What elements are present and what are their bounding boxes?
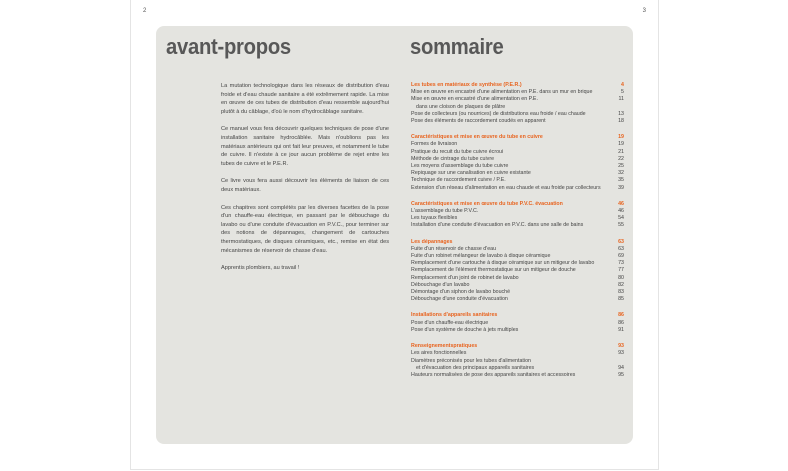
toc-entry-title: L'assemblage du tube P.V.C. — [411, 208, 479, 215]
toc-entry-page: 54 — [618, 215, 624, 222]
toc-entry[interactable] — [411, 156, 624, 163]
toc-entry-title: Démontage d'un siphon de lavabo bouché — [411, 289, 511, 296]
toc-section — [411, 201, 624, 230]
toc-entry[interactable] — [411, 267, 624, 274]
toc-section-title: Installations d'appareils sanitaires — [411, 312, 498, 319]
toc-entry-title: Hauteurs normalisées de pose des appareils sanitaires et accessoires — [411, 371, 576, 378]
toc-entry-title: Méthode de cintrage du tube cuivre — [411, 155, 495, 162]
toc-entry-page: 55 — [618, 222, 624, 229]
toc-section — [411, 82, 624, 125]
toc-section-page: 63 — [618, 238, 624, 245]
avant-propos-paragraph: Apprentis plombiers, au travail ! — [221, 265, 300, 272]
toc-entry[interactable] — [411, 141, 624, 148]
avant-propos-title: avant-propos — [166, 34, 291, 59]
toc-entry-title: Diamètres préconisés pour les tubes d'alimentation — [411, 357, 531, 364]
toc-section-heading[interactable] — [411, 343, 624, 350]
toc-section-heading[interactable] — [411, 239, 624, 246]
toc-entry-title: et d'évacuation des principaux appareils sanitaires — [416, 364, 535, 371]
toc-entry-title: Pose des éléments de raccordement coudés en apparent — [411, 118, 546, 125]
toc-entry-page: 5 — [621, 89, 624, 96]
toc-entry-page: 11 — [618, 96, 624, 103]
avant-propos-paragraph: Ces chapitres sont complétés par les diverses facettes de la pose d'un chauffe-eau électrique, en passant par le débouchage du lavabo ou d'une conduite d'évacuation en P.V.C., pour terminer sur des notions de dépannages, changement de cartouches thermostatiques, de disques céramiques, etc., remise en état des mécanismes de réservoir de chasse d'eau. — [221, 204, 389, 254]
toc-entry-title: Formes de livraison — [411, 141, 458, 148]
toc-entry[interactable] — [411, 118, 624, 125]
toc-section — [411, 343, 624, 379]
toc-entry-title: Pose d'un chauffe-eau électrique — [411, 319, 489, 326]
toc-entry[interactable] — [411, 296, 624, 303]
toc-section-title: Caractéristiques et mise en œuvre du tube en cuivre — [411, 134, 543, 141]
toc-entry-page: 22 — [618, 155, 624, 162]
sommaire-title: sommaire — [410, 34, 504, 59]
toc-entry-title: Technique de raccordement cuivre / P.E. — [411, 177, 506, 184]
avant-propos-paragraph: Ce livre vous fera aussi découvrir les éléments de liaison de ces deux matériaux. — [221, 178, 389, 193]
toc-section-heading[interactable] — [411, 134, 624, 141]
toc-entry-page: 80 — [618, 274, 624, 281]
toc-entry-page: 32 — [618, 170, 624, 177]
toc-entry[interactable] — [411, 253, 624, 260]
toc-section-page: 93 — [618, 343, 624, 350]
toc-entry[interactable] — [411, 246, 624, 253]
toc-entry-title: Fuite d'un robinet mélangeur de lavabo à disque céramique — [411, 253, 551, 260]
toc-entry-title: Mise en œuvre en encastré d'une alimentation en P.E. — [411, 96, 538, 103]
toc-entry[interactable] — [411, 215, 624, 222]
toc-section-title: Renseignementspratiques — [411, 343, 478, 350]
table-of-contents — [411, 82, 624, 388]
toc-entry-title: Pose d'un système de douche à jets multiples — [411, 326, 519, 333]
toc-entry-title: Installation d'une conduite d'évacuation en P.V.C. dans une salle de bains — [411, 222, 584, 229]
toc-entry-page: 39 — [618, 184, 624, 191]
toc-section-title: Caractéristiques et mise en œuvre du tube P.V.C. évacuation — [411, 200, 563, 207]
avant-propos-paragraph: Ce manuel vous fera découvrir quelques techniques de pose d'une installation sanitaire hydrocâblée. Mais n'oublions pas les matériaux antérieurs qui ont fait leur preuves, et notamment le tube de cuivre. Il n'existe à ce jour aucun problème de rejet entre les tubes de cuivre et le P.E.R. — [221, 126, 389, 167]
toc-section-heading[interactable] — [411, 312, 624, 319]
toc-entry[interactable] — [411, 260, 624, 267]
toc-section-page: 86 — [618, 312, 624, 319]
toc-entry-title: Mise en œuvre en encastré d'une alimentation en P.E. dans un mur en brique — [411, 89, 593, 96]
toc-entry-title: Les aires fonctionnelles — [411, 350, 467, 357]
toc-entry-title: Débouchage d'un lavabo — [411, 281, 470, 288]
toc-entry-page: 73 — [618, 260, 624, 267]
toc-entry-title: Extension d'un réseau d'alimentation en eau chaude et eau froide par collecteurs — [411, 184, 601, 191]
toc-entry-page: 91 — [618, 326, 624, 333]
toc-entry-title: Pratique du recuit du tube cuivre écroui — [411, 148, 504, 155]
toc-entry-page: 82 — [618, 281, 624, 288]
toc-entry[interactable] — [411, 365, 624, 372]
toc-entry[interactable] — [411, 170, 624, 177]
toc-entry-page: 94 — [618, 364, 624, 371]
toc-entry-title: Remplacement d'une cartouche à disque céramique sur un mitigeur de lavabo — [411, 260, 595, 267]
toc-section-page: 19 — [618, 134, 624, 141]
toc-entry-page — [612, 358, 624, 365]
toc-entry-page: 83 — [618, 289, 624, 296]
toc-section-title: Les dépannages — [411, 238, 453, 245]
page-number-left: 2 — [143, 8, 147, 14]
toc-entry[interactable] — [411, 350, 624, 357]
toc-entry[interactable] — [411, 89, 624, 96]
toc-entry-title: Débouchage d'une conduite d'évacuation — [411, 296, 508, 303]
toc-entry-page: 25 — [618, 163, 624, 170]
toc-entry[interactable] — [411, 96, 624, 103]
toc-entry-page: 21 — [618, 148, 624, 155]
toc-entry[interactable] — [411, 222, 624, 229]
toc-entry[interactable] — [411, 163, 624, 170]
toc-section-page: 46 — [618, 200, 624, 207]
toc-entry[interactable] — [411, 185, 624, 192]
toc-entry[interactable] — [411, 111, 624, 118]
avant-propos-paragraph: La mutation technologique dans les réseaux de distribution d'eau froide et d'eau chaude sanitaire a été extrêmement rapide. La mise en œuvre de ces tubes de distribution d'eau ressemble aujourd'hui plutôt à du câblage, d'où le nom d'hydrocâblage sanitaire. — [221, 83, 389, 115]
toc-entry-page: 18 — [618, 118, 624, 125]
toc-section — [411, 134, 624, 192]
toc-entry-title: Les moyens d'assemblage du tube cuivre — [411, 163, 509, 170]
toc-entry-page: 63 — [618, 245, 624, 252]
toc-entry-title: Pose de collecteurs (ou nourrices) de distributions eau froide / eau chaude — [411, 110, 586, 117]
toc-entry[interactable] — [411, 358, 624, 365]
toc-entry[interactable] — [411, 104, 624, 111]
toc-entry-page: 86 — [618, 319, 624, 326]
avant-propos-text — [221, 82, 389, 282]
toc-entry-title: dans une cloison de plaques de plâtre — [416, 103, 506, 110]
toc-entry-page: 19 — [618, 141, 624, 148]
toc-entry-title: Remplacement de l'élément thermostatique sur un mitigeur de douche — [411, 267, 576, 274]
toc-entry[interactable] — [411, 327, 624, 334]
toc-entry-title: Les tuyaux flexibles — [411, 215, 458, 222]
toc-entry-page — [612, 104, 624, 111]
toc-entry-title: Fuite d'un réservoir de chasse d'eau — [411, 245, 497, 252]
toc-entry[interactable] — [411, 275, 624, 282]
toc-entry[interactable] — [411, 320, 624, 327]
toc-entry[interactable] — [411, 372, 624, 379]
toc-entry-page: 35 — [618, 177, 624, 184]
toc-entry-page: 93 — [618, 350, 624, 357]
toc-section-heading[interactable] — [411, 201, 624, 208]
toc-entry[interactable] — [411, 208, 624, 215]
toc-entry-page: 85 — [618, 296, 624, 303]
toc-entry-page: 69 — [618, 253, 624, 260]
toc-entry[interactable] — [411, 177, 624, 184]
toc-section-title: Les tubes en matériaux de synthèse (P.E.R.) — [411, 82, 522, 88]
toc-entry[interactable] — [411, 289, 624, 296]
toc-section-page: 4 — [621, 82, 624, 88]
toc-entry-page: 77 — [618, 267, 624, 274]
toc-entry[interactable] — [411, 149, 624, 156]
toc-section — [411, 312, 624, 334]
toc-entry[interactable] — [411, 282, 624, 289]
toc-entry-page: 13 — [618, 110, 624, 117]
toc-entry-title: Remplacement d'un joint de robinet de lavabo — [411, 274, 519, 281]
toc-section — [411, 239, 624, 304]
toc-section-heading[interactable] — [411, 82, 624, 89]
toc-entry-page: 46 — [618, 208, 624, 215]
toc-entry-page: 95 — [618, 371, 624, 378]
page-number-right: 3 — [642, 8, 646, 14]
toc-entry-title: Repiquage sur une canalisation en cuivre existante — [411, 170, 531, 177]
